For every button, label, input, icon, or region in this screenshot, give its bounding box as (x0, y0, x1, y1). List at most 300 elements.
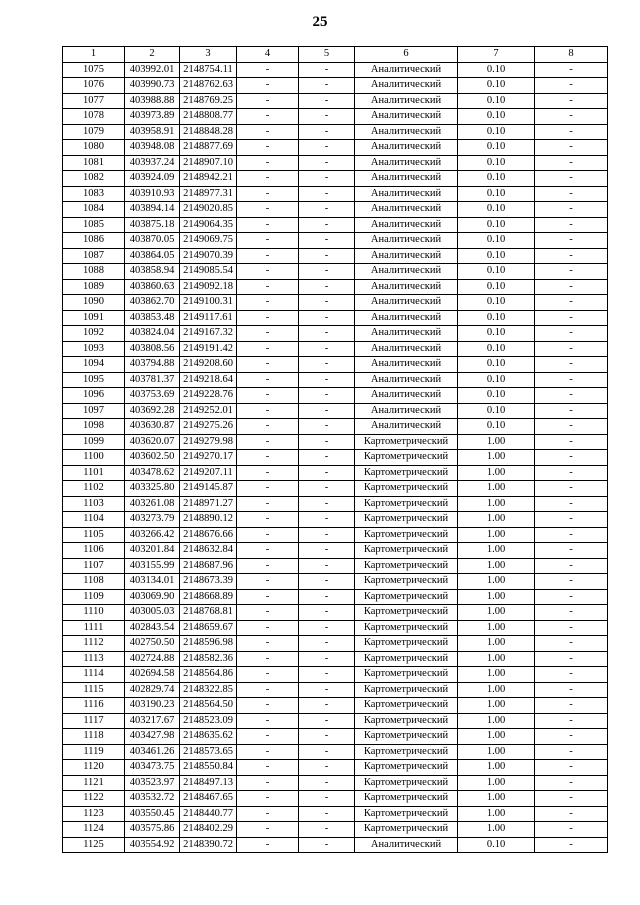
point-number-cell: 1084 (63, 202, 125, 218)
point-number-cell: 1107 (63, 558, 125, 574)
y-coordinate-cell: 2149117.61 (180, 310, 237, 326)
y-coordinate-cell: 2148687.96 (180, 558, 237, 574)
x-coordinate-cell: 403155.99 (125, 558, 180, 574)
y-coordinate-cell: 2149208.60 (180, 357, 237, 373)
point-number-cell: 1103 (63, 496, 125, 512)
col-5-cell: - (299, 837, 355, 853)
point-number-cell: 1079 (63, 124, 125, 140)
y-coordinate-cell: 2149070.39 (180, 248, 237, 264)
y-coordinate-cell: 2148890.12 (180, 512, 237, 528)
y-coordinate-cell: 2148808.77 (180, 109, 237, 125)
method-cell: Картометрический (355, 667, 458, 683)
method-cell: Картометрический (355, 744, 458, 760)
method-cell: Аналитический (355, 78, 458, 94)
x-coordinate-cell: 403473.75 (125, 760, 180, 776)
col-4-cell: - (237, 496, 299, 512)
col-8-cell: - (535, 93, 608, 109)
col-4-cell: - (237, 512, 299, 528)
x-coordinate-cell: 403273.79 (125, 512, 180, 528)
col-5-cell: - (299, 791, 355, 807)
accuracy-cell: 1.00 (458, 558, 535, 574)
accuracy-cell: 1.00 (458, 465, 535, 481)
point-number-cell: 1116 (63, 698, 125, 714)
table-row (63, 620, 608, 636)
method-cell: Картометрический (355, 434, 458, 450)
table-row (63, 605, 608, 621)
x-coordinate-cell: 403948.08 (125, 140, 180, 156)
x-coordinate-cell: 403266.42 (125, 527, 180, 543)
point-number-cell: 1077 (63, 93, 125, 109)
x-coordinate-cell: 403924.09 (125, 171, 180, 187)
accuracy-cell: 1.00 (458, 651, 535, 667)
col-4-cell: - (237, 233, 299, 249)
point-number-cell: 1086 (63, 233, 125, 249)
table-row (63, 310, 608, 326)
col-8-cell: - (535, 140, 608, 156)
col-4-cell: - (237, 760, 299, 776)
col-4-cell: - (237, 93, 299, 109)
col-5-cell: - (299, 62, 355, 78)
point-number-cell: 1078 (63, 109, 125, 125)
col-4-cell: - (237, 620, 299, 636)
col-8-cell: - (535, 155, 608, 171)
col-5-cell: - (299, 465, 355, 481)
col-5-cell: - (299, 419, 355, 435)
y-coordinate-cell: 2149167.32 (180, 326, 237, 342)
point-number-cell: 1076 (63, 78, 125, 94)
x-coordinate-cell: 403630.87 (125, 419, 180, 435)
method-cell: Аналитический (355, 357, 458, 373)
y-coordinate-cell: 2148754.11 (180, 62, 237, 78)
col-4-cell: - (237, 543, 299, 559)
point-number-cell: 1104 (63, 512, 125, 528)
col-8-cell: - (535, 527, 608, 543)
method-cell: Картометрический (355, 558, 458, 574)
col-5-cell: - (299, 713, 355, 729)
point-number-cell: 1102 (63, 481, 125, 497)
x-coordinate-cell: 403554.92 (125, 837, 180, 853)
point-number-cell: 1075 (63, 62, 125, 78)
y-coordinate-cell: 2149228.76 (180, 388, 237, 404)
col-8-cell: - (535, 481, 608, 497)
col-4-cell: - (237, 574, 299, 590)
col-5-cell: - (299, 341, 355, 357)
accuracy-cell: 1.00 (458, 605, 535, 621)
col-4-cell: - (237, 264, 299, 280)
col-5-cell: - (299, 667, 355, 683)
col-8-cell: - (535, 806, 608, 822)
accuracy-cell: 1.00 (458, 481, 535, 497)
x-coordinate-cell: 403990.73 (125, 78, 180, 94)
col-8-cell: - (535, 357, 608, 373)
accuracy-cell: 1.00 (458, 729, 535, 745)
y-coordinate-cell: 2148877.69 (180, 140, 237, 156)
col-5-cell: - (299, 78, 355, 94)
accuracy-cell: 1.00 (458, 512, 535, 528)
col-4-cell: - (237, 791, 299, 807)
col-5-cell: - (299, 155, 355, 171)
col-5-cell: - (299, 651, 355, 667)
accuracy-cell: 0.10 (458, 310, 535, 326)
col-8-cell: - (535, 558, 608, 574)
y-coordinate-cell: 2148582.36 (180, 651, 237, 667)
col-4-cell: - (237, 589, 299, 605)
accuracy-cell: 1.00 (458, 682, 535, 698)
accuracy-cell: 1.00 (458, 713, 535, 729)
x-coordinate-cell: 402724.88 (125, 651, 180, 667)
table-row (63, 295, 608, 311)
col-5-cell: - (299, 233, 355, 249)
column-header: 4 (237, 47, 299, 63)
x-coordinate-cell: 403692.28 (125, 403, 180, 419)
col-5-cell: - (299, 682, 355, 698)
point-number-cell: 1100 (63, 450, 125, 466)
point-number-cell: 1113 (63, 651, 125, 667)
y-coordinate-cell: 2148402.29 (180, 822, 237, 838)
point-number-cell: 1117 (63, 713, 125, 729)
col-5-cell: - (299, 496, 355, 512)
table-row (63, 527, 608, 543)
col-8-cell: - (535, 326, 608, 342)
col-5-cell: - (299, 760, 355, 776)
method-cell: Картометрический (355, 620, 458, 636)
col-5-cell: - (299, 450, 355, 466)
table-row (63, 682, 608, 698)
col-5-cell: - (299, 574, 355, 590)
col-5-cell: - (299, 775, 355, 791)
y-coordinate-cell: 2148440.77 (180, 806, 237, 822)
accuracy-cell: 0.10 (458, 295, 535, 311)
method-cell: Аналитический (355, 310, 458, 326)
y-coordinate-cell: 2148467.65 (180, 791, 237, 807)
y-coordinate-cell: 2148523.09 (180, 713, 237, 729)
accuracy-cell: 1.00 (458, 527, 535, 543)
col-4-cell: - (237, 62, 299, 78)
x-coordinate-cell: 403217.67 (125, 713, 180, 729)
point-number-cell: 1115 (63, 682, 125, 698)
table-row (63, 388, 608, 404)
column-header: 6 (355, 47, 458, 63)
col-8-cell: - (535, 124, 608, 140)
method-cell: Аналитический (355, 837, 458, 853)
x-coordinate-cell: 403875.18 (125, 217, 180, 233)
col-5-cell: - (299, 434, 355, 450)
table-row (63, 667, 608, 683)
table-row (63, 729, 608, 745)
y-coordinate-cell: 2148977.31 (180, 186, 237, 202)
y-coordinate-cell: 2148971.27 (180, 496, 237, 512)
method-cell: Аналитический (355, 217, 458, 233)
accuracy-cell: 0.10 (458, 837, 535, 853)
table-row (63, 775, 608, 791)
y-coordinate-cell: 2149279.98 (180, 434, 237, 450)
col-4-cell: - (237, 837, 299, 853)
point-number-cell: 1082 (63, 171, 125, 187)
table-row (63, 326, 608, 342)
col-4-cell: - (237, 310, 299, 326)
table-header-row (63, 47, 608, 63)
point-number-cell: 1105 (63, 527, 125, 543)
col-8-cell: - (535, 109, 608, 125)
x-coordinate-cell: 403910.93 (125, 186, 180, 202)
accuracy-cell: 0.10 (458, 140, 535, 156)
col-5-cell: - (299, 372, 355, 388)
col-4-cell: - (237, 775, 299, 791)
col-5-cell: - (299, 326, 355, 342)
col-8-cell: - (535, 713, 608, 729)
accuracy-cell: 0.10 (458, 248, 535, 264)
col-8-cell: - (535, 636, 608, 652)
x-coordinate-cell: 403005.03 (125, 605, 180, 621)
col-4-cell: - (237, 140, 299, 156)
col-4-cell: - (237, 124, 299, 140)
col-4-cell: - (237, 558, 299, 574)
column-header: 2 (125, 47, 180, 63)
x-coordinate-cell: 403550.45 (125, 806, 180, 822)
method-cell: Картометрический (355, 760, 458, 776)
table-row (63, 171, 608, 187)
col-5-cell: - (299, 171, 355, 187)
col-4-cell: - (237, 682, 299, 698)
table-row (63, 93, 608, 109)
col-4-cell: - (237, 667, 299, 683)
col-8-cell: - (535, 605, 608, 621)
col-4-cell: - (237, 202, 299, 218)
method-cell: Картометрический (355, 543, 458, 559)
x-coordinate-cell: 403781.37 (125, 372, 180, 388)
col-8-cell: - (535, 543, 608, 559)
col-5-cell: - (299, 589, 355, 605)
col-8-cell: - (535, 512, 608, 528)
col-4-cell: - (237, 155, 299, 171)
table-row (63, 62, 608, 78)
table-row (63, 419, 608, 435)
y-coordinate-cell: 2148596.98 (180, 636, 237, 652)
accuracy-cell: 0.10 (458, 78, 535, 94)
accuracy-cell: 1.00 (458, 791, 535, 807)
x-coordinate-cell: 403190.23 (125, 698, 180, 714)
method-cell: Картометрический (355, 682, 458, 698)
col-4-cell: - (237, 419, 299, 435)
col-5-cell: - (299, 295, 355, 311)
x-coordinate-cell: 402694.58 (125, 667, 180, 683)
col-4-cell: - (237, 450, 299, 466)
accuracy-cell: 0.10 (458, 357, 535, 373)
x-coordinate-cell: 403870.05 (125, 233, 180, 249)
point-number-cell: 1085 (63, 217, 125, 233)
x-coordinate-cell: 403427.98 (125, 729, 180, 745)
accuracy-cell: 0.10 (458, 403, 535, 419)
col-4-cell: - (237, 403, 299, 419)
method-cell: Аналитический (355, 372, 458, 388)
accuracy-cell: 0.10 (458, 93, 535, 109)
table-row (63, 760, 608, 776)
accuracy-cell: 0.10 (458, 372, 535, 388)
col-8-cell: - (535, 419, 608, 435)
point-number-cell: 1088 (63, 264, 125, 280)
x-coordinate-cell: 403575.86 (125, 822, 180, 838)
x-coordinate-cell: 403794.88 (125, 357, 180, 373)
col-5-cell: - (299, 248, 355, 264)
table-row (63, 651, 608, 667)
col-8-cell: - (535, 372, 608, 388)
point-number-cell: 1087 (63, 248, 125, 264)
col-5-cell: - (299, 698, 355, 714)
y-coordinate-cell: 2148635.62 (180, 729, 237, 745)
column-header: 3 (180, 47, 237, 63)
col-4-cell: - (237, 434, 299, 450)
y-coordinate-cell: 2149191.42 (180, 341, 237, 357)
col-4-cell: - (237, 465, 299, 481)
page-number: 25 (312, 14, 328, 30)
col-8-cell: - (535, 698, 608, 714)
point-number-cell: 1122 (63, 791, 125, 807)
accuracy-cell: 1.00 (458, 574, 535, 590)
accuracy-cell: 0.10 (458, 341, 535, 357)
x-coordinate-cell: 403858.94 (125, 264, 180, 280)
y-coordinate-cell: 2148632.84 (180, 543, 237, 559)
table-row (63, 109, 608, 125)
column-header: 5 (299, 47, 355, 63)
x-coordinate-cell: 403894.14 (125, 202, 180, 218)
x-coordinate-cell: 403973.89 (125, 109, 180, 125)
col-5-cell: - (299, 806, 355, 822)
col-4-cell: - (237, 357, 299, 373)
method-cell: Аналитический (355, 62, 458, 78)
point-number-cell: 1096 (63, 388, 125, 404)
table-row (63, 202, 608, 218)
y-coordinate-cell: 2149252.01 (180, 403, 237, 419)
method-cell: Аналитический (355, 155, 458, 171)
y-coordinate-cell: 2148659.67 (180, 620, 237, 636)
col-5-cell: - (299, 403, 355, 419)
y-coordinate-cell: 2148676.66 (180, 527, 237, 543)
accuracy-cell: 1.00 (458, 775, 535, 791)
table-row (63, 357, 608, 373)
y-coordinate-cell: 2148769.25 (180, 93, 237, 109)
x-coordinate-cell: 403461.26 (125, 744, 180, 760)
method-cell: Аналитический (355, 279, 458, 295)
method-cell: Картометрический (355, 450, 458, 466)
table-row (63, 264, 608, 280)
method-cell: Картометрический (355, 713, 458, 729)
col-4-cell: - (237, 326, 299, 342)
table-row (63, 543, 608, 559)
point-number-cell: 1123 (63, 806, 125, 822)
accuracy-cell: 1.00 (458, 744, 535, 760)
col-8-cell: - (535, 667, 608, 683)
col-4-cell: - (237, 78, 299, 94)
method-cell: Картометрический (355, 496, 458, 512)
method-cell: Аналитический (355, 202, 458, 218)
col-4-cell: - (237, 171, 299, 187)
y-coordinate-cell: 2148668.89 (180, 589, 237, 605)
method-cell: Картометрический (355, 605, 458, 621)
x-coordinate-cell: 402843.54 (125, 620, 180, 636)
method-cell: Аналитический (355, 124, 458, 140)
method-cell: Аналитический (355, 295, 458, 311)
col-4-cell: - (237, 341, 299, 357)
y-coordinate-cell: 2149064.35 (180, 217, 237, 233)
table-row (63, 589, 608, 605)
column-header: 7 (458, 47, 535, 63)
accuracy-cell: 1.00 (458, 543, 535, 559)
col-4-cell: - (237, 186, 299, 202)
col-8-cell: - (535, 450, 608, 466)
y-coordinate-cell: 2149085.54 (180, 264, 237, 280)
method-cell: Картометрический (355, 481, 458, 497)
col-4-cell: - (237, 295, 299, 311)
table-row (63, 434, 608, 450)
point-number-cell: 1106 (63, 543, 125, 559)
method-cell: Аналитический (355, 186, 458, 202)
point-number-cell: 1120 (63, 760, 125, 776)
x-coordinate-cell: 403853.48 (125, 310, 180, 326)
table-row (63, 465, 608, 481)
col-4-cell: - (237, 713, 299, 729)
table-row (63, 403, 608, 419)
col-5-cell: - (299, 527, 355, 543)
y-coordinate-cell: 2148907.10 (180, 155, 237, 171)
point-number-cell: 1101 (63, 465, 125, 481)
col-8-cell: - (535, 496, 608, 512)
col-4-cell: - (237, 388, 299, 404)
col-4-cell: - (237, 744, 299, 760)
col-5-cell: - (299, 140, 355, 156)
table-row (63, 481, 608, 497)
point-number-cell: 1081 (63, 155, 125, 171)
point-number-cell: 1121 (63, 775, 125, 791)
x-coordinate-cell: 403753.69 (125, 388, 180, 404)
point-number-cell: 1110 (63, 605, 125, 621)
accuracy-cell: 0.10 (458, 388, 535, 404)
y-coordinate-cell: 2149020.85 (180, 202, 237, 218)
col-8-cell: - (535, 465, 608, 481)
table-row (63, 574, 608, 590)
method-cell: Картометрический (355, 729, 458, 745)
col-5-cell: - (299, 124, 355, 140)
point-number-cell: 1083 (63, 186, 125, 202)
accuracy-cell: 0.10 (458, 124, 535, 140)
y-coordinate-cell: 2148942.21 (180, 171, 237, 187)
point-number-cell: 1095 (63, 372, 125, 388)
col-8-cell: - (535, 744, 608, 760)
col-5-cell: - (299, 512, 355, 528)
col-8-cell: - (535, 651, 608, 667)
point-number-cell: 1111 (63, 620, 125, 636)
col-5-cell: - (299, 93, 355, 109)
x-coordinate-cell: 403261.08 (125, 496, 180, 512)
method-cell: Аналитический (355, 109, 458, 125)
point-number-cell: 1114 (63, 667, 125, 683)
y-coordinate-cell: 2148497.13 (180, 775, 237, 791)
col-8-cell: - (535, 186, 608, 202)
accuracy-cell: 1.00 (458, 434, 535, 450)
method-cell: Аналитический (355, 403, 458, 419)
col-8-cell: - (535, 78, 608, 94)
x-coordinate-cell: 403864.05 (125, 248, 180, 264)
y-coordinate-cell: 2148322.85 (180, 682, 237, 698)
x-coordinate-cell: 403620.07 (125, 434, 180, 450)
method-cell: Картометрический (355, 651, 458, 667)
col-5-cell: - (299, 636, 355, 652)
table-row (63, 822, 608, 838)
point-number-cell: 1108 (63, 574, 125, 590)
col-5-cell: - (299, 822, 355, 838)
col-4-cell: - (237, 372, 299, 388)
col-4-cell: - (237, 636, 299, 652)
col-4-cell: - (237, 806, 299, 822)
